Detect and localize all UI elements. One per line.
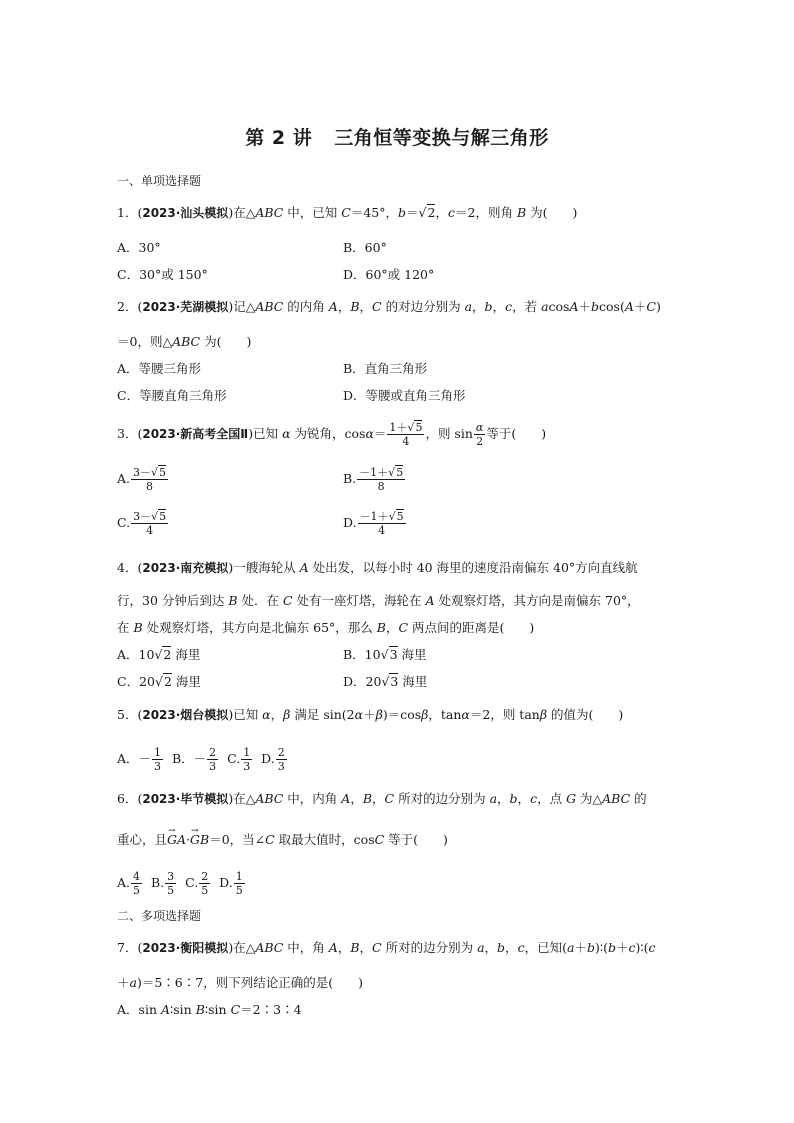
question-3: 3．(2023·新高考全国Ⅱ)已知 α 为锐角，cosα＝ $\frac{1+√5}{4}$ ，则 sin $\frac{\alpha}{2}$ 等于( ) <box>117 421 547 448</box>
q3-option-b: B. $\frac{-1+√5}{8}$ <box>343 466 404 493</box>
q4-option-b: B．10√3 海里 <box>343 647 427 662</box>
q1-option-c: C．30°或 150° <box>117 267 208 282</box>
q2-option-d: D．等腰或直角三角形 <box>343 388 466 403</box>
lecture-number: 第 2 讲 <box>245 127 313 149</box>
q4-option-d: D．20√3 海里 <box>343 674 428 689</box>
vector-ga: → GA <box>167 832 186 848</box>
section-single-choice: 一、单项选择题 <box>117 174 202 188</box>
q1-option-a: A．30° <box>117 240 161 255</box>
q7-option-a: A．sin A∶sin B∶sin C＝2∶3∶4 <box>117 1002 302 1017</box>
question-1: 1．(2023·汕头模拟)在△ABC 中，已知 C＝45°，b＝√2，c＝2，则角 B 为( ) <box>117 205 578 220</box>
question-source: 2023·汕头模拟 <box>142 206 229 220</box>
question-source: 2023·新高考全国Ⅱ <box>142 427 249 441</box>
question-6-line-1: 6．(2023·毕节模拟)在△ABC 中，内角 A，B，C 所对的边分别为 a，b，c，点 G 为△ABC 的 <box>117 791 647 806</box>
question-source: 2023·衡阳模拟 <box>142 941 229 955</box>
question-4-line-3: 在 B 处观察灯塔，其方向是北偏东 65°，那么 B，C 两点间的距离是( ) <box>117 620 535 635</box>
q6-option-d: D. $\frac{1}{5}$ <box>219 870 243 897</box>
q3-option-a: A. $\frac{3-√5}{8}$ <box>117 466 167 493</box>
q5-option-d: D. $\frac{2}{3}$ <box>261 746 285 773</box>
question-source: 2023·芜湖模拟 <box>142 300 229 314</box>
question-6-line-2: 重心，且→ GA·→ GB＝0，当∠C 取最大值时，cosC 等于( ) <box>117 832 448 848</box>
q6-options <box>117 868 246 898</box>
q1-option-b: B．60° <box>343 240 387 255</box>
question-4-line-1: 4．(2023·南充模拟)一艘海轮从 A 处出发，以每小时 40 海里的速度沿南偏东 40°方向直线航 <box>117 560 638 575</box>
q4-option-c: C．20√2 海里 <box>117 674 201 689</box>
question-7-line-1: 7．(2023·衡阳模拟)在△ABC 中，角 A，B，C 所对的边分别为 a，b，c，已知(a＋b)∶(b＋c)∶(c <box>117 940 656 955</box>
question-2-line-1: 2．(2023·芜湖模拟)记△ABC 的内角 A，B，C 的对边分别为 a，b，c，若 acosA＋bcos(A＋C) <box>117 299 661 314</box>
fraction: $\frac{\alpha}{2}$ <box>475 421 484 448</box>
question-7-line-2: ＋a)＝5∶6∶7，则下列结论正确的是( ) <box>117 975 363 990</box>
fraction: $\frac{1+√5}{4}$ <box>389 421 423 448</box>
q5-option-b: B．－ $\frac{2}{3}$ <box>171 746 217 773</box>
q6-option-c: C. $\frac{2}{5}$ <box>185 870 209 897</box>
question-source: 2023·烟台模拟 <box>142 708 229 722</box>
question-2-line-2: ＝0，则△ABC 为( ) <box>117 334 252 349</box>
lecture-topic: 三角恒等变换与解三角形 <box>334 127 549 149</box>
q4-option-a: A．10√2 海里 <box>117 647 201 662</box>
q3-option-c: C. $\frac{3-√5}{4}$ <box>117 510 167 537</box>
q5-options <box>117 744 288 774</box>
q5-option-c: C. $\frac{1}{3}$ <box>227 746 251 773</box>
question-source: 2023·毕节模拟 <box>142 792 229 806</box>
q3-option-d: D. $\frac{-1+√5}{4}$ <box>343 510 404 537</box>
q6-option-b: B. $\frac{3}{5}$ <box>150 870 175 897</box>
q2-option-b: B．直角三角形 <box>343 361 428 376</box>
question-4-line-2: 行，30 分钟后到达 B 处．在 C 处有一座灯塔，海轮在 A 处观察灯塔，其方向是南偏东 70°， <box>117 593 640 608</box>
question-source: 2023·南充模拟 <box>142 561 229 575</box>
q2-option-c: C．等腰直角三角形 <box>117 388 227 403</box>
section-multi-choice: 二、多项选择题 <box>117 909 202 923</box>
q6-option-a: A. $\frac{4}{5}$ <box>117 870 141 897</box>
page-title <box>0 123 794 150</box>
question-5: 5．(2023·烟台模拟)已知 α，β 满足 sin(2α＋β)＝cosβ，tanα＝2，则 tanβ 的值为( ) <box>117 707 624 722</box>
q5-option-a: A．－ $\frac{1}{3}$ <box>117 746 162 773</box>
q2-option-a: A．等腰三角形 <box>117 361 202 376</box>
vector-gb: → GB <box>190 832 209 848</box>
q1-option-d: D．60°或 120° <box>343 267 435 282</box>
